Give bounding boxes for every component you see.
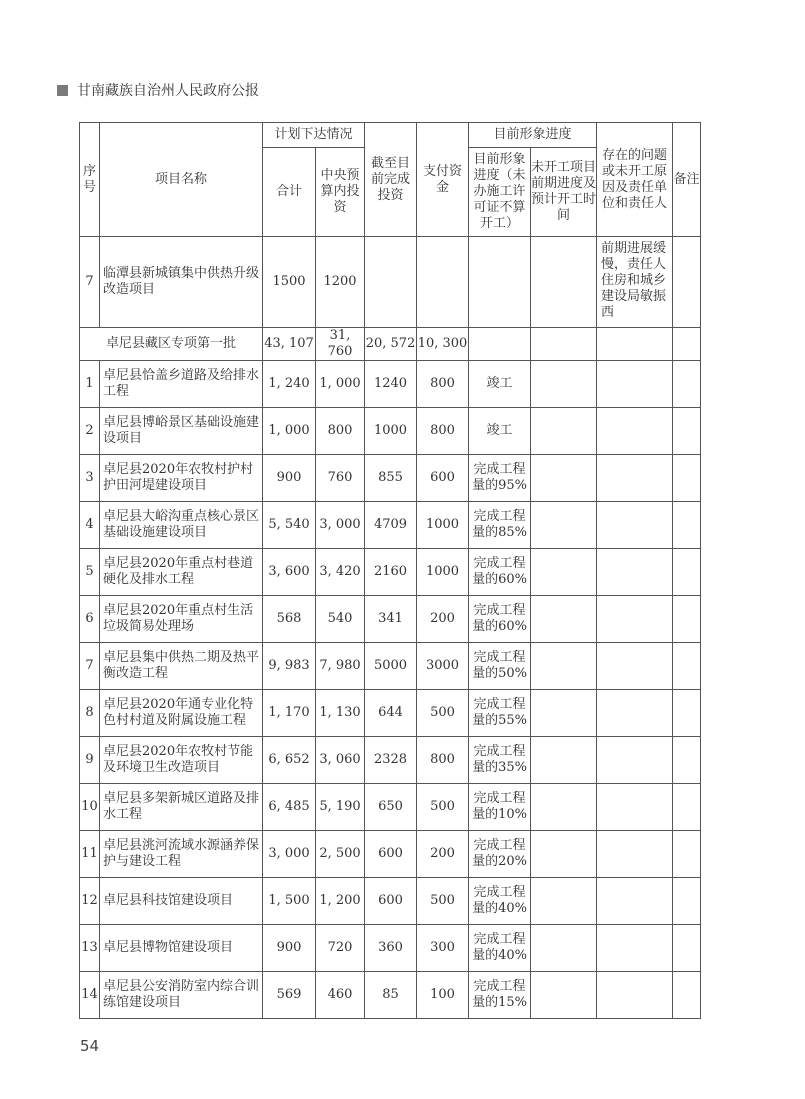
header-issues: 存在的问题或未开工原因及责任单位和责任人 xyxy=(597,123,673,237)
table-row xyxy=(80,502,701,549)
name-cell: 卓尼县洮河流域水源涵养保护与建设工程 xyxy=(100,831,263,878)
seq-cell: 4 xyxy=(80,502,100,549)
progress-cell: 完成工程量的40% xyxy=(469,878,531,925)
empty-cell xyxy=(597,690,673,737)
page-header xyxy=(57,80,259,100)
header-plan: 计划下达情况 xyxy=(263,123,365,148)
empty-cell xyxy=(531,925,597,972)
seq-cell: 7 xyxy=(80,237,100,328)
paid-cell: 100 xyxy=(417,972,469,1019)
completed-cell: 600 xyxy=(365,878,417,925)
central-cell: 720 xyxy=(316,925,365,972)
completed-cell xyxy=(365,237,417,328)
paid-cell: 200 xyxy=(417,831,469,878)
empty-cell xyxy=(673,878,701,925)
empty-cell xyxy=(597,831,673,878)
progress-cell: 完成工程量的85% xyxy=(469,502,531,549)
empty-cell xyxy=(531,690,597,737)
seq-cell: 3 xyxy=(80,455,100,502)
empty-cell xyxy=(531,737,597,784)
seq-cell: 7 xyxy=(80,643,100,690)
empty-cell xyxy=(531,455,597,502)
empty-cell xyxy=(531,502,597,549)
paid-cell: 300 xyxy=(417,925,469,972)
empty-cell xyxy=(597,361,673,408)
seq-cell: 9 xyxy=(80,737,100,784)
empty-cell xyxy=(673,361,701,408)
empty-cell xyxy=(673,455,701,502)
empty-cell xyxy=(673,737,701,784)
empty-cell xyxy=(597,455,673,502)
paid-cell: 800 xyxy=(417,408,469,455)
seq-cell: 11 xyxy=(80,831,100,878)
empty-cell xyxy=(531,596,597,643)
name-cell: 卓尼县2020年重点村巷道硬化及排水工程 xyxy=(100,549,263,596)
completed-cell: 855 xyxy=(365,455,417,502)
central-cell: 1, 130 xyxy=(316,690,365,737)
subtotal-central: 31, 760 xyxy=(316,328,365,361)
empty-cell xyxy=(531,643,597,690)
name-cell: 卓尼县大峪沟重点核心景区基础设施建设项目 xyxy=(100,502,263,549)
central-cell: 5, 190 xyxy=(316,784,365,831)
progress-cell: 完成工程量的50% xyxy=(469,643,531,690)
completed-cell: 2160 xyxy=(365,549,417,596)
empty-cell xyxy=(673,549,701,596)
name-cell: 卓尼县2020年重点村生活垃圾简易处理场 xyxy=(100,596,263,643)
name-cell: 卓尼县集中供热二期及热平衡改造工程 xyxy=(100,643,263,690)
completed-cell: 4709 xyxy=(365,502,417,549)
table-row xyxy=(80,784,701,831)
paid-cell: 500 xyxy=(417,690,469,737)
paid-cell: 500 xyxy=(417,784,469,831)
empty-cell xyxy=(531,408,597,455)
empty-cell xyxy=(597,925,673,972)
seq-cell: 13 xyxy=(80,925,100,972)
progress-cell: 完成工程量的60% xyxy=(469,596,531,643)
table-row xyxy=(80,878,701,925)
empty-cell xyxy=(673,925,701,972)
paid-cell xyxy=(417,237,469,328)
progress-cell: 完成工程量的60% xyxy=(469,549,531,596)
completed-cell: 600 xyxy=(365,831,417,878)
total-cell: 1, 000 xyxy=(263,408,316,455)
progress-cell: 完成工程量的15% xyxy=(469,972,531,1019)
empty-cell xyxy=(673,690,701,737)
central-cell: 7, 980 xyxy=(316,643,365,690)
progress-cell: 完成工程量的95% xyxy=(469,455,531,502)
progress-cell: 完成工程量的35% xyxy=(469,737,531,784)
empty-cell xyxy=(597,408,673,455)
empty-cell xyxy=(673,784,701,831)
progress-cell: 竣工 xyxy=(469,361,531,408)
paid-cell: 600 xyxy=(417,455,469,502)
page-number: 54 xyxy=(80,1037,100,1055)
header-progress: 目前形象进度 xyxy=(469,123,597,148)
progress-cell: 完成工程量的10% xyxy=(469,784,531,831)
completed-cell: 650 xyxy=(365,784,417,831)
remark-cell xyxy=(673,237,701,328)
unstarted-cell xyxy=(531,237,597,328)
empty-cell xyxy=(673,502,701,549)
completed-cell: 360 xyxy=(365,925,417,972)
central-cell: 460 xyxy=(316,972,365,1019)
table-row xyxy=(80,925,701,972)
seq-cell: 6 xyxy=(80,596,100,643)
table-row xyxy=(80,690,701,737)
total-cell: 5, 540 xyxy=(263,502,316,549)
table-row xyxy=(80,737,701,784)
table-row xyxy=(80,549,701,596)
central-cell: 1200 xyxy=(316,237,365,328)
empty-cell xyxy=(531,831,597,878)
header-remark: 备注 xyxy=(673,123,701,237)
name-cell: 卓尼县博物馆建设项目 xyxy=(100,925,263,972)
empty-cell xyxy=(597,784,673,831)
central-cell: 540 xyxy=(316,596,365,643)
header-square-icon xyxy=(57,85,68,96)
issues-cell: 前期进展缓慢，责任人住房和城乡建设局敏振西 xyxy=(597,237,673,328)
name-cell: 卓尼县2020年通专业化特色村村道及附属设施工程 xyxy=(100,690,263,737)
name-cell: 卓尼县公安消防室内综合训练馆建设项目 xyxy=(100,972,263,1019)
total-cell: 1, 170 xyxy=(263,690,316,737)
subtotal-total: 43, 107 xyxy=(263,328,316,361)
seq-cell: 10 xyxy=(80,784,100,831)
total-cell: 9, 983 xyxy=(263,643,316,690)
total-cell: 1500 xyxy=(263,237,316,328)
table-row xyxy=(80,455,701,502)
empty-cell xyxy=(531,878,597,925)
header-progress-sub: 目前形象进度（未办施工许可证不算开工） xyxy=(469,148,531,237)
total-cell: 569 xyxy=(263,972,316,1019)
central-cell: 1, 200 xyxy=(316,878,365,925)
empty-cell xyxy=(597,737,673,784)
progress-cell xyxy=(469,237,531,328)
subtotal-name: 卓尼县藏区专项第一批 xyxy=(80,328,263,361)
paid-cell: 3000 xyxy=(417,643,469,690)
empty-cell xyxy=(531,549,597,596)
empty-cell xyxy=(597,549,673,596)
paid-cell: 800 xyxy=(417,361,469,408)
total-cell: 1, 240 xyxy=(263,361,316,408)
central-cell: 760 xyxy=(316,455,365,502)
table-row xyxy=(80,361,701,408)
total-cell: 900 xyxy=(263,925,316,972)
empty-cell xyxy=(673,408,701,455)
central-cell: 2, 500 xyxy=(316,831,365,878)
seq-cell: 12 xyxy=(80,878,100,925)
progress-cell: 竣工 xyxy=(469,408,531,455)
name-cell: 临潭县新城镇集中供热升级改造项目 xyxy=(100,237,263,328)
empty-cell xyxy=(597,643,673,690)
seq-cell: 14 xyxy=(80,972,100,1019)
progress-cell: 完成工程量的20% xyxy=(469,831,531,878)
name-cell: 卓尼县2020年农牧村护村护田河堤建设项目 xyxy=(100,455,263,502)
subtotal-paid: 10, 300 xyxy=(417,328,469,361)
empty-cell xyxy=(673,596,701,643)
empty-cell xyxy=(531,784,597,831)
project-table xyxy=(79,122,701,1019)
completed-cell: 1240 xyxy=(365,361,417,408)
total-cell: 568 xyxy=(263,596,316,643)
header-paid: 支付资金 xyxy=(417,123,469,237)
empty-cell xyxy=(597,502,673,549)
empty-cell xyxy=(597,972,673,1019)
paid-cell: 200 xyxy=(417,596,469,643)
header-name: 项目名称 xyxy=(100,123,263,237)
central-cell: 3, 000 xyxy=(316,502,365,549)
seq-cell: 2 xyxy=(80,408,100,455)
progress-cell: 完成工程量的40% xyxy=(469,925,531,972)
progress-cell: 完成工程量的55% xyxy=(469,690,531,737)
central-cell: 3, 420 xyxy=(316,549,365,596)
seq-cell: 8 xyxy=(80,690,100,737)
completed-cell: 5000 xyxy=(365,643,417,690)
empty-cell xyxy=(673,972,701,1019)
central-cell: 3, 060 xyxy=(316,737,365,784)
table-row xyxy=(80,237,701,328)
empty-cell xyxy=(531,972,597,1019)
name-cell: 卓尼县博峪景区基础设施建设项目 xyxy=(100,408,263,455)
header-title: 甘南藏族自治州人民政府公报 xyxy=(77,83,259,99)
subtotal-completed: 20, 572 xyxy=(365,328,417,361)
paid-cell: 1000 xyxy=(417,502,469,549)
completed-cell: 644 xyxy=(365,690,417,737)
empty-cell xyxy=(531,361,597,408)
total-cell: 1, 500 xyxy=(263,878,316,925)
table-row xyxy=(80,408,701,455)
name-cell: 卓尼县2020年农牧村节能及环境卫生改造项目 xyxy=(100,737,263,784)
empty-cell xyxy=(597,878,673,925)
total-cell: 6, 485 xyxy=(263,784,316,831)
table-row xyxy=(80,972,701,1019)
completed-cell: 85 xyxy=(365,972,417,1019)
table-row xyxy=(80,596,701,643)
header-seq: 序号 xyxy=(80,123,100,237)
total-cell: 3, 600 xyxy=(263,549,316,596)
completed-cell: 1000 xyxy=(365,408,417,455)
central-cell: 1, 000 xyxy=(316,361,365,408)
empty-cell xyxy=(673,643,701,690)
total-cell: 6, 652 xyxy=(263,737,316,784)
paid-cell: 800 xyxy=(417,737,469,784)
paid-cell: 500 xyxy=(417,878,469,925)
seq-cell: 1 xyxy=(80,361,100,408)
header-completed: 截至目前完成投资 xyxy=(365,123,417,237)
completed-cell: 341 xyxy=(365,596,417,643)
name-cell: 卓尼县恰盖乡道路及给排水工程 xyxy=(100,361,263,408)
subtotal-row xyxy=(80,328,701,361)
empty-cell xyxy=(597,596,673,643)
paid-cell: 1000 xyxy=(417,549,469,596)
seq-cell: 5 xyxy=(80,549,100,596)
completed-cell: 2328 xyxy=(365,737,417,784)
empty-cell xyxy=(673,831,701,878)
header-total: 合计 xyxy=(263,148,316,237)
table-row xyxy=(80,831,701,878)
header-central: 中央预算内投资 xyxy=(316,148,365,237)
central-cell: 800 xyxy=(316,408,365,455)
table-row xyxy=(80,643,701,690)
name-cell: 卓尼县多架新城区道路及排水工程 xyxy=(100,784,263,831)
total-cell: 900 xyxy=(263,455,316,502)
header-unstarted: 未开工项目前期进度及预计开工时间 xyxy=(531,148,597,237)
name-cell: 卓尼县科技馆建设项目 xyxy=(100,878,263,925)
total-cell: 3, 000 xyxy=(263,831,316,878)
